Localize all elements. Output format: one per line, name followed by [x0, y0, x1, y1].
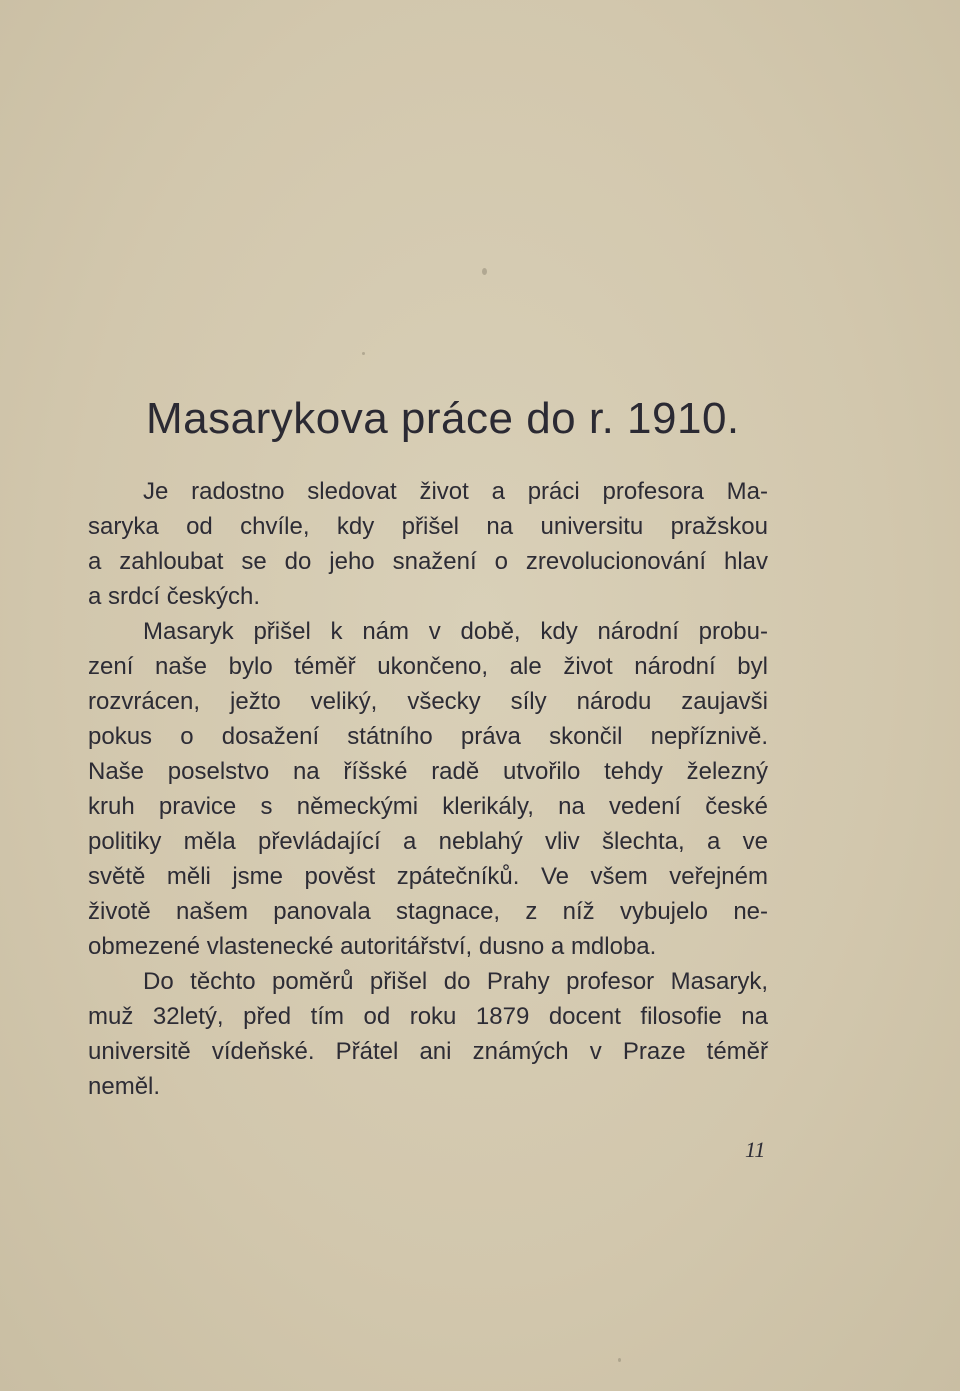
- text-line: rozvrácen, ježto veliký, všecky síly národu zaujavši: [88, 688, 768, 715]
- paper-speck: [618, 1358, 621, 1362]
- body-text: [88, 474, 768, 1104]
- text-line: politiky měla převládající a neblahý vliv šlechta, a ve: [88, 828, 768, 855]
- text-line: Je radostno sledovat život a práci profesora Ma-: [143, 478, 768, 505]
- text-line: obmezené vlastenecké autoritářství, dusno a mdloba.: [88, 933, 657, 960]
- paper-speck: [362, 352, 365, 355]
- text-line: světě měli jsme pověst zpátečníků. Ve všem veřejném: [88, 863, 768, 890]
- text-line: saryka od chvíle, kdy přišel na universitu pražskou: [88, 513, 768, 540]
- text-line: Naše poselstvo na říšské radě utvořilo tehdy železný: [88, 758, 768, 785]
- text-line: Masaryk přišel k nám v době, kdy národní probu-: [143, 618, 768, 645]
- chapter-title: Masarykova práce do r. 1910.: [146, 394, 740, 443]
- text-line: Do těchto poměrů přišel do Prahy profesor Masaryk,: [143, 968, 768, 995]
- text-line: universitě vídeňské. Přátel ani známých v Praze téměř: [88, 1038, 768, 1065]
- text-line: pokus o dosažení státního práva skončil nepříznivě.: [88, 723, 768, 750]
- text-line: životě našem panovala stagnace, z níž vybujelo ne-: [88, 898, 768, 925]
- text-line: muž 32letý, před tím od roku 1879 docent filosofie na: [88, 1003, 768, 1030]
- text-line: a srdcí českých.: [88, 583, 261, 610]
- text-line: a zahloubat se do jeho snažení o zrevolucionování hlav: [88, 548, 768, 575]
- page-number: 11: [745, 1137, 766, 1162]
- text-line: neměl.: [88, 1073, 161, 1100]
- text-line: zení naše bylo téměř ukončeno, ale život národní byl: [88, 653, 768, 680]
- text-line: kruh pravice s německými klerikály, na vedení české: [88, 793, 768, 820]
- paper-speck: [482, 268, 487, 275]
